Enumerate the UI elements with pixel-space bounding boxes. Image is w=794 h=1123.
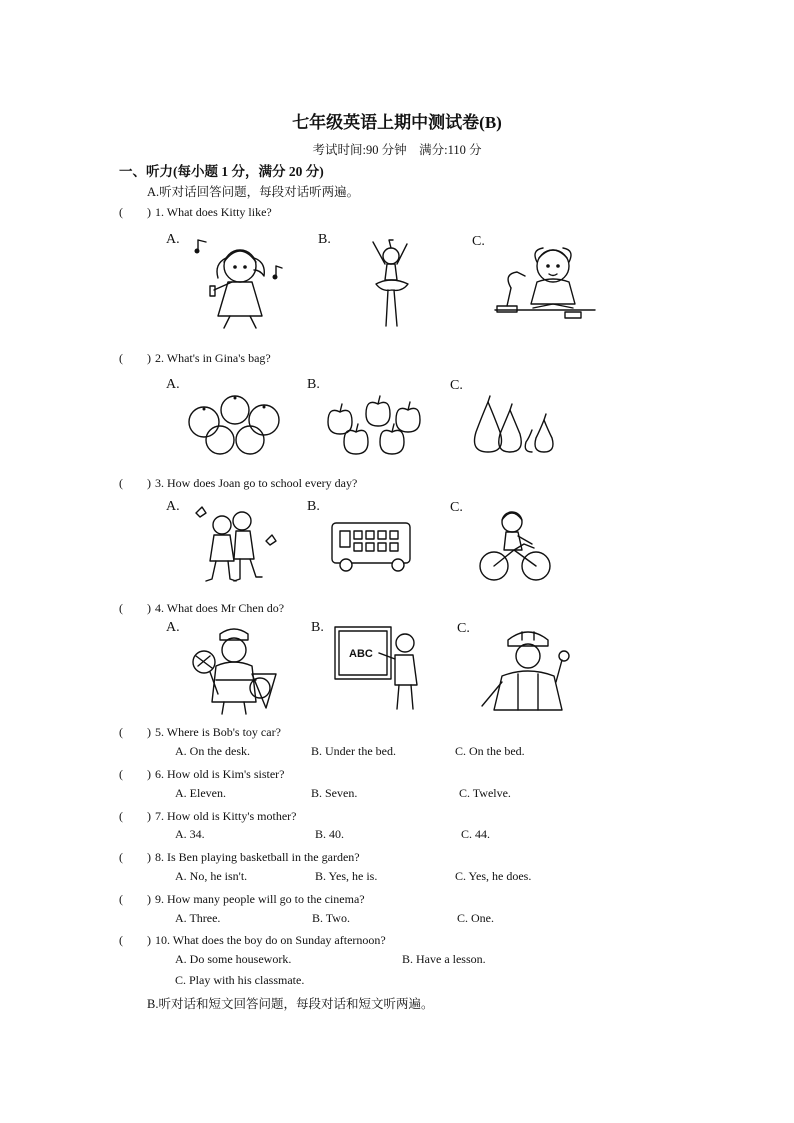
option-c: C. Play with his classmate. [175,973,305,987]
question-1 [119,203,272,220]
option-b: B. Two. [312,911,350,925]
option-b: B. Have a lesson. [402,952,486,966]
option-b: B. Seven. [311,786,358,800]
option-label: B. [311,620,324,635]
option-label: C. [472,234,485,249]
answer-bracket[interactable]: ( ) [119,205,151,219]
option-label: A. [166,232,180,247]
question-text: 4. What does Mr Chen do? [155,601,285,615]
question-2 [119,349,271,366]
answer-bracket[interactable]: ( ) [119,809,151,823]
option-c: C. On the bed. [455,744,525,758]
worker-wrench-icon [478,626,574,712]
option-label: A. [166,499,180,514]
option-a: A. Three. [175,911,221,925]
bus-icon [328,519,414,573]
option-label: A. [166,620,180,635]
option-c: C. One. [457,911,494,925]
option-label: A. [166,377,180,392]
option-b: B. 40. [315,827,345,841]
question-9 [119,890,365,907]
option-a: A. Eleven. [175,786,226,800]
ballet-dancer-icon [366,234,416,334]
option-b: B. Under the bed. [311,744,396,758]
question-3 [119,474,357,491]
answer-bracket[interactable]: ( ) [119,725,151,739]
part-b-instruction: B.听对话和短文回答问题，每段对话和短文听两遍。 [147,997,434,1011]
answer-bracket[interactable]: ( ) [119,601,151,615]
question-text: 7. How old is Kitty's mother? [155,809,297,823]
option-b: B. Yes, he is. [315,869,378,883]
question-5 [119,723,281,740]
children-walking-icon [192,505,278,587]
question-text: 10. What does the boy do on Sunday afternoon? [155,933,386,947]
option-c: C. Yes, he does. [455,869,532,883]
exam-meta: 考试时间:90 分钟 满分:110 分 [312,143,482,157]
question-text: 6. How old is Kim's sister? [155,767,285,781]
pears-icon [470,396,564,454]
question-text: 3. How does Joan go to school every day? [155,476,358,490]
part-a-instruction: A.听对话回答问题，每段对话听两遍。 [147,185,360,199]
option-label: B. [318,232,331,247]
option-label: C. [450,378,463,393]
answer-bracket[interactable]: ( ) [119,933,151,947]
answer-bracket[interactable]: ( ) [119,476,151,490]
question-text: 2. What's in Gina's bag? [155,351,271,365]
option-label: C. [450,500,463,515]
question-10 [119,931,386,948]
question-8 [119,848,360,865]
question-text: 1. What does Kitty like? [155,205,272,219]
option-label: B. [307,377,320,392]
question-text: 9. How many people will go to the cinema? [155,892,365,906]
option-a: A. Do some housework. [175,952,292,966]
option-label: B. [307,499,320,514]
sports-coach-icon [190,622,282,716]
option-label: C. [457,621,470,636]
option-a: A. On the desk. [175,744,250,758]
oranges-icon [186,394,282,456]
answer-bracket[interactable]: ( ) [119,351,151,365]
blackboard-text: ABC [349,648,373,660]
teacher-blackboard-icon [333,625,423,713]
answer-bracket[interactable]: ( ) [119,850,151,864]
option-c: C. 44. [461,827,491,841]
question-7 [119,807,297,824]
exam-title: 七年级英语上期中测试卷(B) [292,113,502,132]
option-a: A. 34. [175,827,205,841]
girl-reading-icon [493,238,597,324]
option-a: A. No, he isn't. [175,869,248,883]
section-heading: 一、听力(每小题 1 分，满分 20 分) [119,164,324,179]
apples-icon [326,392,424,454]
question-text: 8. Is Ben playing basketball in the garden? [155,850,360,864]
question-6 [119,765,285,782]
girl-singing-icon [192,236,292,332]
option-c: C. Twelve. [459,786,511,800]
answer-bracket[interactable]: ( ) [119,767,151,781]
girl-cycling-icon [478,508,554,584]
question-text: 5. Where is Bob's toy car? [155,725,281,739]
answer-bracket[interactable]: ( ) [119,892,151,906]
question-4 [119,599,284,616]
